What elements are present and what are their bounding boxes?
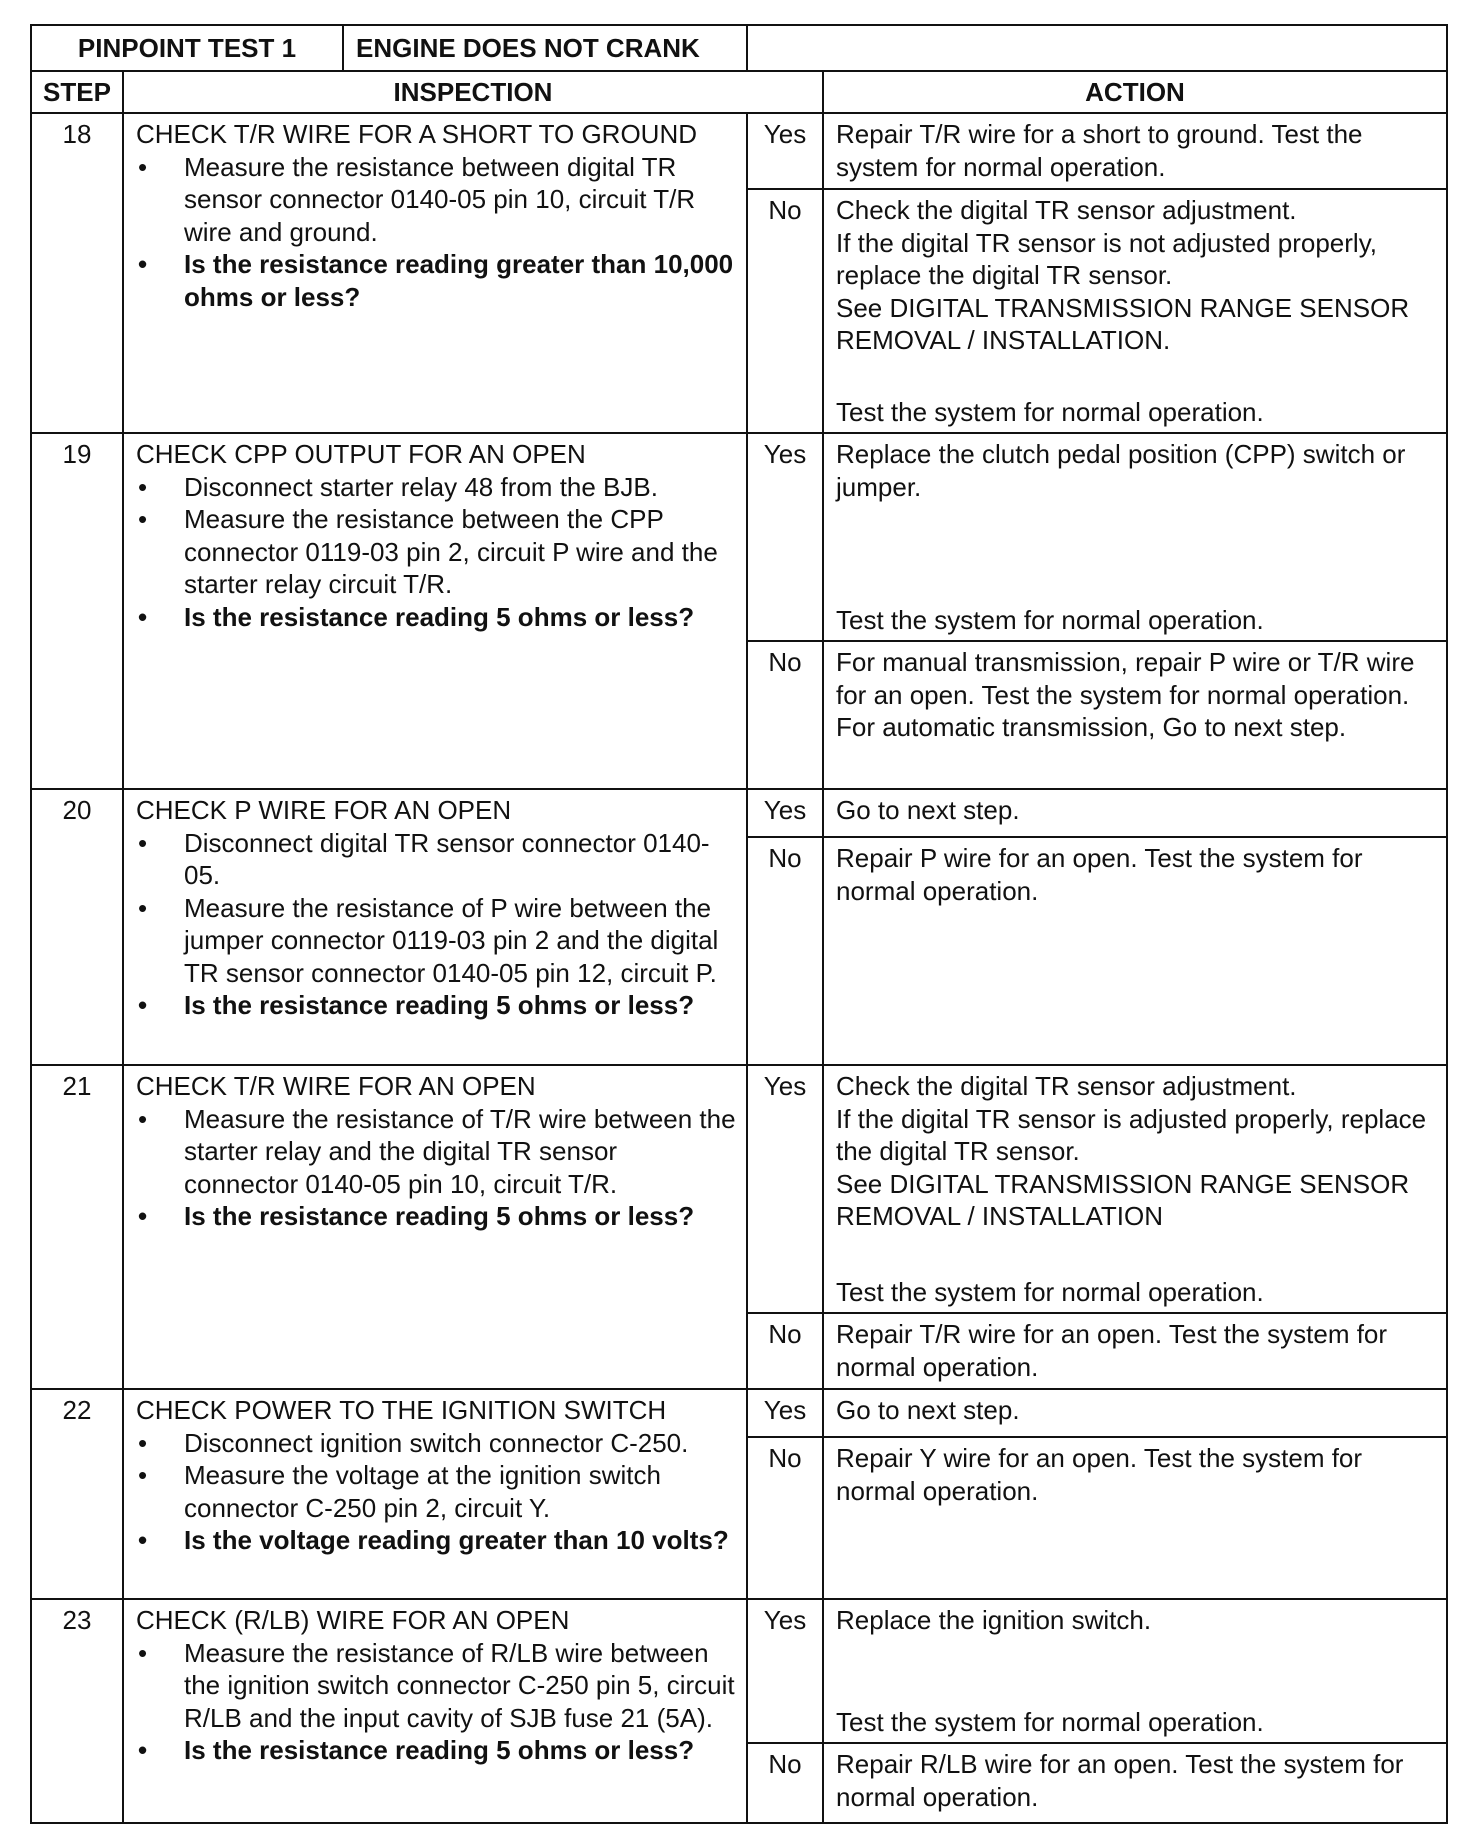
step-number: 21 bbox=[31, 1065, 123, 1389]
no-action: Repair Y wire for an open. Test the system for normal operation. bbox=[823, 1437, 1447, 1599]
no-action: Repair R/LB wire for an open. Test the system for normal operation. bbox=[823, 1743, 1447, 1823]
action-line: Test the system for normal operation. bbox=[836, 1276, 1264, 1307]
yes-label: Yes bbox=[747, 113, 823, 189]
inspection-question: • Is the resistance reading 5 ohms or less? bbox=[136, 601, 736, 634]
action-line: Test the system for normal operation. bbox=[836, 1706, 1264, 1737]
col-action: ACTION bbox=[823, 71, 1447, 113]
yes-label: Yes bbox=[747, 1065, 823, 1313]
inspection-bullet: • Disconnect starter relay 48 from the BJB. bbox=[136, 471, 736, 504]
no-action bbox=[823, 189, 1447, 433]
yes-label: Yes bbox=[747, 1599, 823, 1743]
inspection-cell bbox=[123, 1389, 747, 1599]
action-line: If the digital TR sensor is adjusted properly, replace the digital TR sensor. bbox=[836, 1103, 1427, 1166]
step-title: CHECK P WIRE FOR AN OPEN bbox=[136, 795, 512, 825]
table-row bbox=[31, 433, 1447, 641]
inspection-bullet: • Measure the resistance of P wire between the jumper connector 0119-03 pin 2 and the digital TR sensor connector 0140-05 pin 12, circuit P. bbox=[136, 892, 736, 990]
inspection-bullet: • Measure the resistance of R/LB wire between the ignition switch connector C-250 pin 5, circuit R/LB and the input cavity of SJB fuse 21 (5A). bbox=[136, 1637, 736, 1735]
step-title: CHECK POWER TO THE IGNITION SWITCH bbox=[136, 1395, 667, 1425]
no-label: No bbox=[747, 1313, 823, 1389]
inspection-question: • Is the resistance reading 5 ohms or less? bbox=[136, 1200, 736, 1233]
no-action: Repair T/R wire for an open. Test the system for normal operation. bbox=[823, 1313, 1447, 1389]
test-title: ENGINE DOES NOT CRANK bbox=[356, 32, 700, 63]
step-title: CHECK T/R WIRE FOR A SHORT TO GROUND bbox=[136, 119, 698, 149]
col-inspection: INSPECTION bbox=[123, 71, 823, 113]
test-header-cell bbox=[31, 25, 747, 71]
inspection-bullet: • Measure the voltage at the ignition switch connector C-250 pin 2, circuit Y. bbox=[136, 1459, 736, 1524]
step-number: 20 bbox=[31, 789, 123, 1065]
inspection-cell bbox=[123, 433, 747, 789]
inspection-cell bbox=[123, 789, 747, 1065]
step-title: CHECK CPP OUTPUT FOR AN OPEN bbox=[136, 439, 586, 469]
action-line: Check the digital TR sensor adjustment. bbox=[836, 195, 1297, 225]
inspection-question: • Is the voltage reading greater than 10 volts? bbox=[136, 1524, 736, 1557]
test-header-row bbox=[31, 25, 1447, 71]
action-line: If the digital TR sensor is not adjusted properly, replace the digital TR sensor. bbox=[836, 227, 1377, 290]
col-step: STEP bbox=[31, 71, 123, 113]
action-line: Check the digital TR sensor adjustment. bbox=[836, 1071, 1297, 1101]
no-label: No bbox=[747, 1743, 823, 1823]
no-action: For manual transmission, repair P wire or T/R wire for an open. Test the system for normal operation. For automatic transmission, Go to next step. bbox=[823, 641, 1447, 789]
inspection-bullet: • Measure the resistance between the CPP connector 0119-03 pin 2, circuit P wire and the starter relay circuit T/R. bbox=[136, 503, 736, 601]
yes-action bbox=[823, 1065, 1447, 1313]
yes-action: Repair T/R wire for a short to ground. Test the system for normal operation. bbox=[823, 113, 1447, 189]
action-line: Replace the clutch pedal position (CPP) switch or jumper. bbox=[836, 439, 1406, 502]
table-row bbox=[31, 789, 1447, 837]
table-row bbox=[31, 113, 1447, 189]
step-number: 18 bbox=[31, 113, 123, 433]
action-line: See DIGITAL TRANSMISSION RANGE SENSOR REMOVAL / INSTALLATION bbox=[836, 1168, 1410, 1231]
no-label: No bbox=[747, 641, 823, 789]
no-label: No bbox=[747, 189, 823, 433]
action-line: See DIGITAL TRANSMISSION RANGE SENSOR REMOVAL / INSTALLATION. bbox=[836, 292, 1410, 355]
table-row bbox=[31, 1599, 1447, 1743]
yes-action: Go to next step. bbox=[823, 1389, 1447, 1437]
action-line: Test the system for normal operation. bbox=[836, 396, 1264, 427]
no-label: No bbox=[747, 837, 823, 1065]
test-id: PINPOINT TEST 1 bbox=[32, 26, 344, 70]
inspection-bullet: • Measure the resistance of T/R wire between the starter relay and the digital TR sensor connector 0140-05 pin 10, circuit T/R. bbox=[136, 1103, 736, 1201]
step-number: 19 bbox=[31, 433, 123, 789]
yes-action: Go to next step. bbox=[823, 789, 1447, 837]
table-row bbox=[31, 1065, 1447, 1313]
step-title: CHECK T/R WIRE FOR AN OPEN bbox=[136, 1071, 536, 1101]
step-number: 23 bbox=[31, 1599, 123, 1823]
yes-action bbox=[823, 1599, 1447, 1743]
inspection-bullet: • Measure the resistance between digital TR sensor connector 0140-05 pin 10, circuit T/R wire and ground. bbox=[136, 151, 736, 249]
column-header-row bbox=[31, 71, 1447, 113]
action-line: Replace the ignition switch. bbox=[836, 1605, 1152, 1635]
pinpoint-test-sheet bbox=[30, 24, 1446, 1824]
yes-label: Yes bbox=[747, 1389, 823, 1437]
step-number: 22 bbox=[31, 1389, 123, 1599]
inspection-cell bbox=[123, 1599, 747, 1823]
inspection-cell bbox=[123, 113, 747, 433]
diagnostic-table bbox=[30, 24, 1448, 1824]
table-row bbox=[31, 1389, 1447, 1437]
step-title: CHECK (R/LB) WIRE FOR AN OPEN bbox=[136, 1605, 570, 1635]
inspection-question: • Is the resistance reading greater than 10,000 ohms or less? bbox=[136, 248, 736, 313]
no-label: No bbox=[747, 1437, 823, 1599]
no-action: Repair P wire for an open. Test the system for normal operation. bbox=[823, 837, 1447, 1065]
inspection-question: • Is the resistance reading 5 ohms or less? bbox=[136, 1734, 736, 1767]
yes-action bbox=[823, 433, 1447, 641]
yes-label: Yes bbox=[747, 433, 823, 641]
action-line: Test the system for normal operation. bbox=[836, 604, 1264, 635]
inspection-cell bbox=[123, 1065, 747, 1389]
inspection-bullet: • Disconnect ignition switch connector C-250. bbox=[136, 1427, 736, 1460]
inspection-question: • Is the resistance reading 5 ohms or less? bbox=[136, 989, 736, 1022]
inspection-bullet: • Disconnect digital TR sensor connector 0140-05. bbox=[136, 827, 736, 892]
yes-label: Yes bbox=[747, 789, 823, 837]
header-blank bbox=[747, 25, 1447, 71]
